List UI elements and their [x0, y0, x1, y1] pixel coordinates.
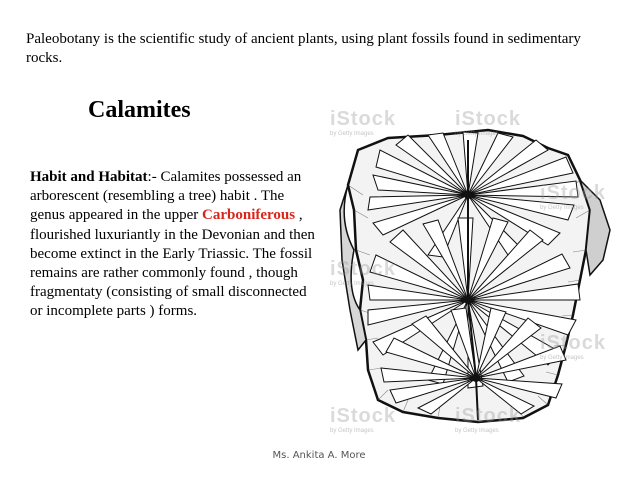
watermark: iStock by Getty Images [455, 405, 522, 434]
carboniferous-highlight: Carboniferous [202, 207, 296, 224]
label-separator: :- [147, 169, 161, 185]
intro-text: Paleobotany is the scientific study of ancient plants, using plant fossils found in sedimentary rocks. [26, 31, 581, 66]
body-text-2: , flourished luxuriantly in the Devonian and then become extinct in the Early Triassic. The fossil remains are rather commonly found , though fragmentaty (consisting of small disconnected or incomplete parts ) forms. [30, 207, 315, 320]
watermark: iStock by Getty Images [455, 108, 522, 137]
watermark: iStock by Getty Images [330, 258, 397, 287]
body-text-1: Calamites possessed an arborescent (resembling a tree) habit . The genus appeared in the upper [30, 169, 302, 224]
watermark: iStock by Getty Images [540, 182, 607, 211]
habit-label: Habit and Habitat [30, 169, 148, 185]
slide-title: Calamites [88, 97, 191, 123]
watermark: iStock by Getty Images [540, 332, 607, 361]
watermark: iStock by Getty Images [330, 108, 397, 137]
footer-author: Ms. Ankita A. More [272, 450, 366, 461]
body-paragraph [30, 168, 315, 322]
watermark: iStock by Getty Images [330, 405, 397, 434]
